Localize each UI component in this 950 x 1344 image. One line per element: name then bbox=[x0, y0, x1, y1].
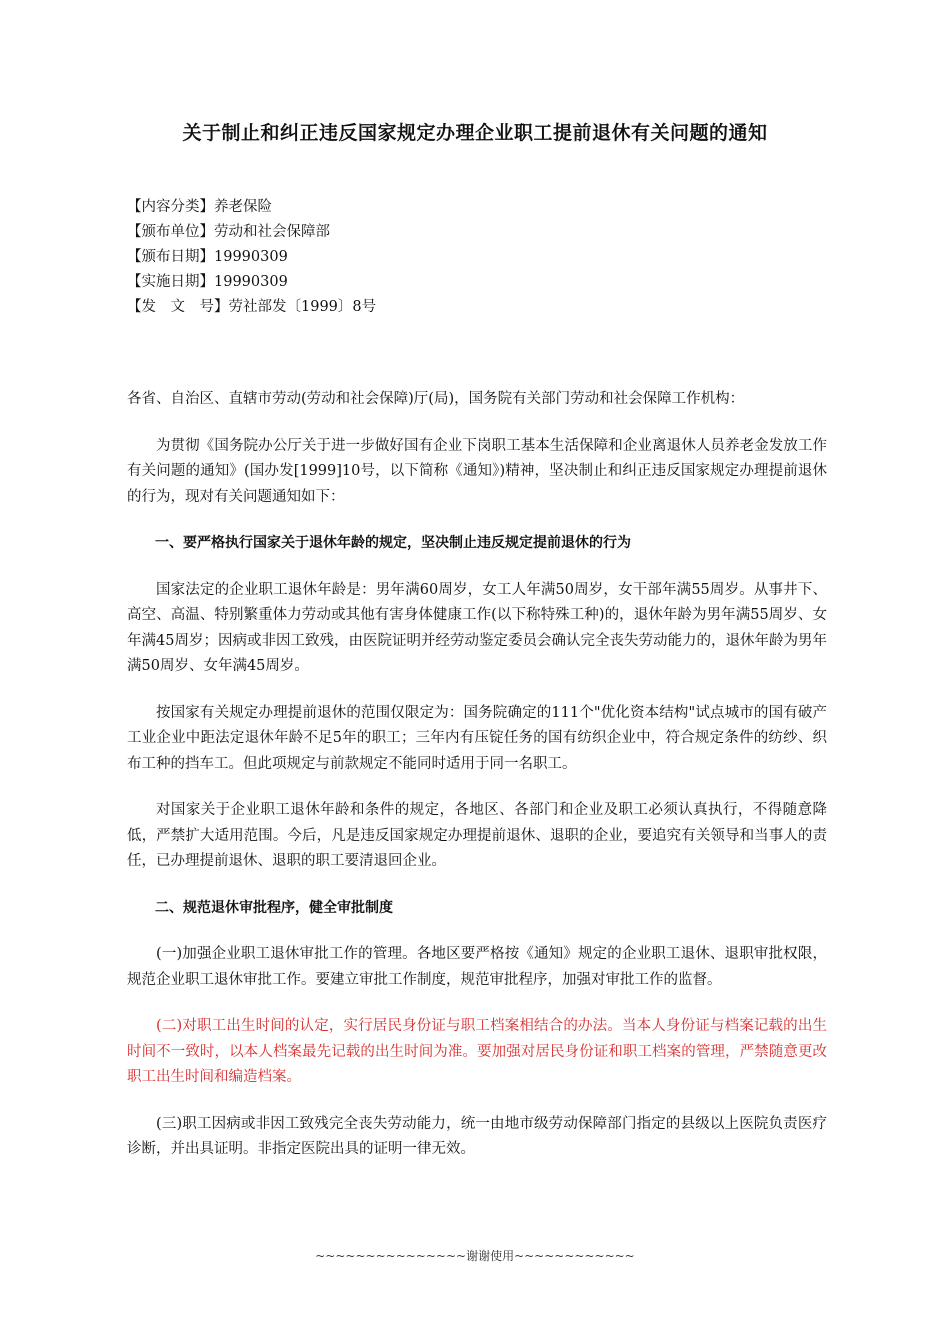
meta-effective-date bbox=[127, 270, 376, 295]
meta-label: 【内容分类】 bbox=[127, 199, 214, 215]
intro-paragraph: 为贯彻《国务院办公厅关于进一步做好国有企业下岗职工基本生活保障和企业离退休人员养老金发放工作有关问题的通知》(国办发[1999]10号，以下简称《通知》)精神，坚决制止和纠正违反国家规定办理提前退休的行为，现对有关问题通知如下： bbox=[127, 437, 827, 505]
meta-label: 【发 文 号】 bbox=[127, 299, 229, 315]
footer-text: ~~~~~~~~~~~~~~~谢谢使用~~~~~~~~~~~~ bbox=[315, 1249, 635, 1263]
section-heading-2: 二、规范退休审批程序，健全审批制度 bbox=[155, 899, 393, 916]
section1-paragraph-1: 国家法定的企业职工退休年龄是：男年满60周岁，女工人年满50周岁，女干部年满55周岁。从事井下、高空、高温、特别繁重体力劳动或其他有害身体健康工作(以下称特殊工种)的，退休年龄为男年满55周岁、女年满45周岁；因病或非因工致残，由医院证明并经劳动鉴定委员会确认完全丧失劳动能力的，退休年龄为男年满50周岁、女年满45周岁。 bbox=[127, 581, 827, 674]
meta-value: 劳社部发〔1999〕8号 bbox=[228, 299, 377, 315]
meta-category bbox=[127, 195, 376, 220]
section2-paragraph-1: (一)加强企业职工退休审批工作的管理。各地区要严格按《通知》规定的企业职工退休、退职审批权限，规范企业职工退休审批工作。要建立审批工作制度，规范审批程序，加强对审批工作的监督。 bbox=[127, 946, 827, 988]
meta-value: 19990309 bbox=[214, 274, 288, 290]
section2-paragraph-3: (三)职工因病或非因工致残完全丧失劳动能力，统一由地市级劳动保障部门指定的县级以上医院负责医疗诊断，并出具证明。非指定医院出具的证明一律无效。 bbox=[127, 1115, 827, 1157]
meta-label: 【颁布日期】 bbox=[127, 249, 214, 265]
meta-value: 养老保险 bbox=[214, 199, 272, 215]
meta-value: 劳动和社会保障部 bbox=[214, 224, 330, 240]
meta-issuer bbox=[127, 220, 376, 245]
meta-label: 【实施日期】 bbox=[127, 274, 214, 290]
metadata-block bbox=[127, 195, 376, 320]
document-title: 关于制止和纠正违反国家规定办理企业职工提前退休有关问题的通知 bbox=[182, 122, 768, 144]
section1-paragraph-3: 对国家关于企业职工退休年龄和条件的规定，各地区、各部门和企业及职工必须认真执行，不得随意降低，严禁扩大适用范围。今后，凡是违反国家规定办理提前退休、退职的企业，要追究有关领导和当事人的责任，已办理提前退休、退职的职工要清退回企业。 bbox=[127, 802, 827, 869]
meta-document-number bbox=[127, 295, 376, 320]
meta-issue-date bbox=[127, 245, 376, 270]
meta-value: 19990309 bbox=[214, 249, 288, 265]
section1-paragraph-2: 按国家有关规定办理提前退休的范围仅限定为：国务院确定的111个"优化资本结构"试点城市的国有破产工业企业中距法定退休年龄不足5年的职工；三年内有压锭任务的国有纺织企业中，符合规定条件的纺纱、织布工种的挡车工。但此项规定与前款规定不能同时适用于同一名职工。 bbox=[127, 704, 827, 772]
meta-label: 【颁布单位】 bbox=[127, 224, 214, 240]
document-body bbox=[127, 387, 827, 1184]
salutation: 各省、自治区、直辖市劳动(劳动和社会保障)厅(局)，国务院有关部门劳动和社会保障工作机构： bbox=[127, 391, 745, 407]
section-heading-1: 一、要严格执行国家关于退休年龄的规定，坚决制止违反规定提前退休的行为 bbox=[155, 535, 631, 551]
section2-paragraph-2-highlighted: (二)对职工出生时间的认定，实行居民身份证与职工档案相结合的办法。当本人身份证与档案记载的出生时间不一致时，以本人档案最先记载的出生时间为准。要加强对居民身份证和职工档案的管理，严禁随意更改职工出生时间和编造档案。 bbox=[127, 1018, 827, 1085]
